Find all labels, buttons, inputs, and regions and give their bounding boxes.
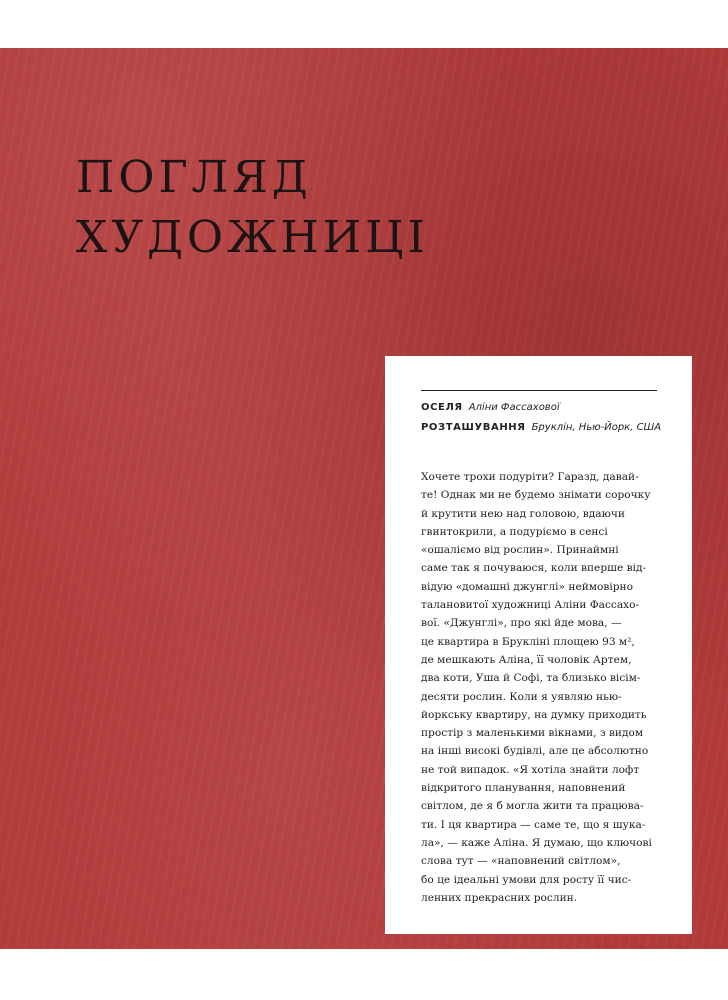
body-line: гвинтокрили, а подуріємо в сенсі [421, 525, 608, 538]
body-line: два коти, Уша й Софі, та близько вісім- [421, 672, 641, 685]
location-label: РОЗТАШУВАННЯ [421, 422, 526, 433]
body-line: це квартира в Брукліні площею 93 м², [421, 635, 635, 648]
location-row [421, 418, 661, 438]
location-value: Бруклін, Нью-Йорк, США [531, 422, 662, 433]
body-line: Хочете трохи подуріти? Гаразд, давай- [421, 471, 639, 483]
body-line: відкритого планування, наповнений [421, 782, 626, 795]
body-line: десяти рослин. Коли я уявляю нью- [421, 690, 622, 703]
body-line: світлом, де я б могла жити та працюва- [421, 800, 644, 813]
red-textured-page [0, 48, 728, 949]
body-line: не той випадок. «Я хотіла знайти лофт [421, 763, 640, 776]
body-line: простір з маленькими вікнами, з видом [421, 727, 644, 740]
top-rule [421, 390, 657, 391]
body-line: вої. «Джунглі», про які йде мова, — [421, 617, 622, 630]
title-line-1: ПОГЛЯД [76, 152, 312, 203]
info-block [421, 398, 661, 438]
body-line: слова тут — «наповнений світлом», [421, 855, 621, 868]
body-line: де мешкають Аліна, її чоловік Артем, [421, 653, 632, 666]
title-line-2: ХУДОЖНИЦІ [76, 212, 429, 263]
home-value: Аліни Фассахової [468, 402, 560, 413]
body-line: саме так я почуваюся, коли вперше від- [421, 562, 647, 575]
text-card [385, 356, 692, 934]
body-line: ла», — каже Аліна. Я думаю, що ключові [421, 836, 652, 849]
body-line: «ошаліємо від рослин». Принаймні [421, 544, 619, 557]
body-line: бо це ідеальні умови для росту її чис- [421, 873, 632, 886]
body-paragraph [421, 468, 669, 907]
home-label: ОСЕЛЯ [421, 402, 463, 413]
body-line: й крутити нею над головою, вдаючи [421, 507, 625, 520]
body-line: йоркську квартиру, на думку приходить [421, 708, 647, 721]
body-line: ленних прекрасних рослин. [421, 891, 578, 904]
page-title [76, 148, 429, 268]
body-line: талановитої художниці Аліни Фассахо- [421, 599, 640, 612]
body-line: на інші високі будівлі, але це абсолютно [421, 745, 649, 758]
body-line: ти. І ця квартира — саме те, що я шука- [421, 818, 646, 831]
body-line: відую «домашні джунглі» неймовірно [421, 580, 633, 593]
home-row [421, 398, 661, 418]
body-line: те! Однак ми не будемо знімати сорочку [421, 489, 651, 502]
